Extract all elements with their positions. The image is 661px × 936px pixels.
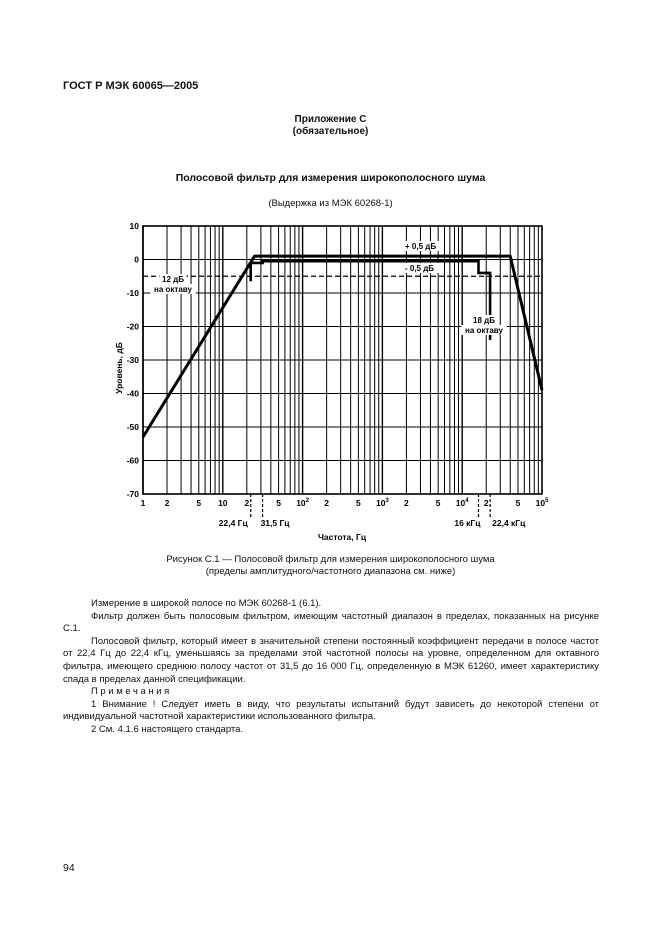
x-tick-label: 5 [515,498,521,508]
frequency-marker-label: 22,4 кГц [492,518,526,528]
figure-source: (Выдержка из МЭК 60268-1) [268,198,393,209]
x-tick-label: 2 [324,498,329,508]
tolerance-plus-label: + 0,5 дБ [405,242,437,251]
note-1: 1 Внимание ! Следует иметь в виду, что результаты испытаний будут зависеть до некоторой степени от индивидуальной частотной характеристики использованного фильтра. [63,698,599,723]
x-tick-label: 10 [218,498,228,508]
y-tick-label: -10 [126,288,139,298]
x-tick-label: $10^3$ [375,498,389,508]
y-tick-label: -20 [126,321,139,332]
y-tick-label: 10 [129,221,139,231]
y-axis-title: Уровень, дБ [114,342,124,394]
note-2: 2 См. 4.1.6 настоящего стандарта. [91,723,244,735]
y-tick-label: -60 [126,455,139,466]
x-tick-label: 5 [276,498,281,508]
paragraph: Полосовой фильтр, который имеет в значительной степени постоянный коэффициент передачи в полосе частот от 22,4 Гц до 22,4 кГц, уменьшаясь за пределами этой частотной полосы на уровне, определенном для октавного фильтра, имеющего среднюю полосу частот от 31,5 до 16 000 Гц, определенную в МЭК 61260, имеет характеристику спада в пределах данной спецификации. [63,635,599,685]
upper-limit-line [143,256,542,437]
x-tick-label: 5 [435,498,441,508]
y-tick-label: -70 [126,489,139,499]
x-tick-label: 5 [356,498,361,508]
page-number: 94 [63,862,75,874]
y-tick-label: 0 [134,254,139,265]
x-tick-label: $10^4$ [455,498,469,508]
x-tick-label: 2 [244,498,250,508]
paragraph: Измерение в широкой полосе по МЭК 60268-1 (6.1). [91,598,322,609]
x-tick-label: 2 [483,498,489,508]
y-tick-label: -50 [126,422,139,432]
frequency-marker-label: 31,5 Гц [260,518,290,528]
slope-right-label-line2: на октаву [465,326,503,335]
figure-title: Полосовой фильтр для измерения широкополосного шума [175,172,486,184]
x-tick-label: $10^2$ [296,498,310,508]
figure-caption: Рисунок С.1 — Полосовой фильтр для измерения широкополосного шума [166,554,495,565]
x-tick-label: 2 [404,498,409,508]
x-tick-label: 2 [164,498,170,508]
notes-title: Примечания [91,686,172,698]
appendix-status: (обязательное) [292,126,369,137]
document-header: ГОСТ Р МЭК 60065—2005 [63,80,199,92]
slope-left-label: 12 дБ [162,275,184,284]
body-text [63,598,599,737]
x-axis-title: Частота, Гц [317,532,367,542]
x-tick-label: $10^5$ [535,498,549,508]
y-tick-label: -30 [126,355,139,365]
frequency-marker-label: 22,4 Гц [218,518,248,528]
x-tick-label: 1 [140,498,146,508]
paragraph: Фильтр должен быть полосовым фильтром, имеющим частотный диапазон в пределах, показанных на рисунке С.1. [63,610,599,635]
slope-right-label: 18 дБ [473,316,495,325]
x-tick-label: 5 [196,498,202,508]
appendix-title: Приложение С [294,114,367,125]
y-tick-label: -40 [126,388,139,399]
slope-left-label-line2: на октаву [154,285,192,294]
frequency-marker-label: 16 кГц [454,518,481,528]
tolerance-minus-label: - 0,5 дБ [405,264,435,273]
figure-caption-note: (пределы амплитудного/частотного диапазона см. ниже) [205,566,456,577]
